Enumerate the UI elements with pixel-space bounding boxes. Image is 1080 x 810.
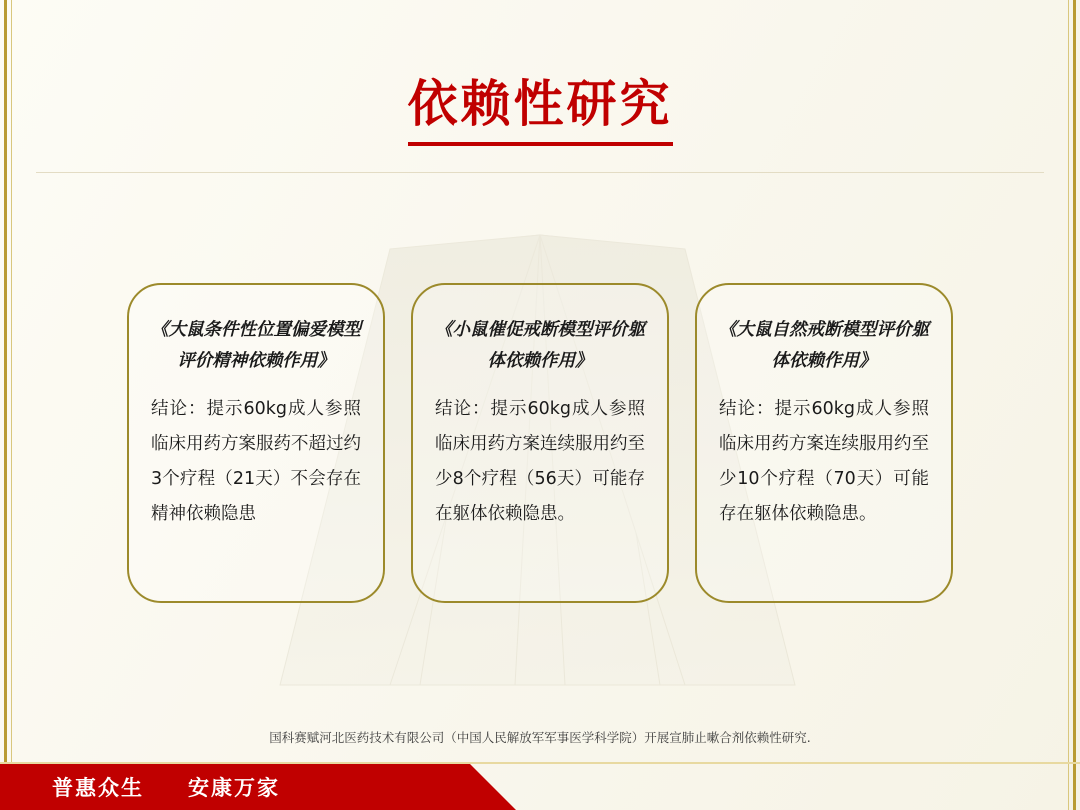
- card-2-body: 结论：提示60kg成人参照临床用药方案连续服用约至少8个疗程（56天）可能存在躯体依赖隐患。: [435, 399, 645, 525]
- card-1-body: 结论：提示60kg成人参照临床用药方案服药不超过约3个疗程（21天）不会存在精神依赖隐患: [151, 399, 361, 525]
- title-divider: [36, 172, 1044, 173]
- bottom-bar: [0, 764, 1080, 810]
- footnote: 国科赛赋河北医药技术有限公司（中国人民解放军军事医学科学院）开展宣肺止嗽合剂依赖性研究.: [269, 730, 811, 745]
- footer-slogan: [52, 772, 280, 802]
- card-2-heading: 《小鼠催促戒断模型评价躯体依赖作用》: [435, 320, 645, 371]
- card-1: [127, 283, 385, 603]
- card-3-heading: 《大鼠自然戒断模型评价躯体依赖作用》: [719, 320, 929, 371]
- card-3: [695, 283, 953, 603]
- card-3-body: 结论：提示60kg成人参照临床用药方案连续服用约至少10个疗程（70天）可能存在躯体依赖隐患。: [719, 399, 929, 525]
- card-list: [0, 283, 1080, 603]
- page-title: 依赖性研究: [408, 64, 673, 146]
- page-title-wrap: [0, 64, 1080, 146]
- card-2: [411, 283, 669, 603]
- footer-slogan-left: 普惠众生: [52, 776, 144, 800]
- footer-slogan-right: 安康万家: [188, 776, 280, 800]
- card-1-heading: 《大鼠条件性位置偏爱模型评价精神依赖作用》: [151, 320, 361, 371]
